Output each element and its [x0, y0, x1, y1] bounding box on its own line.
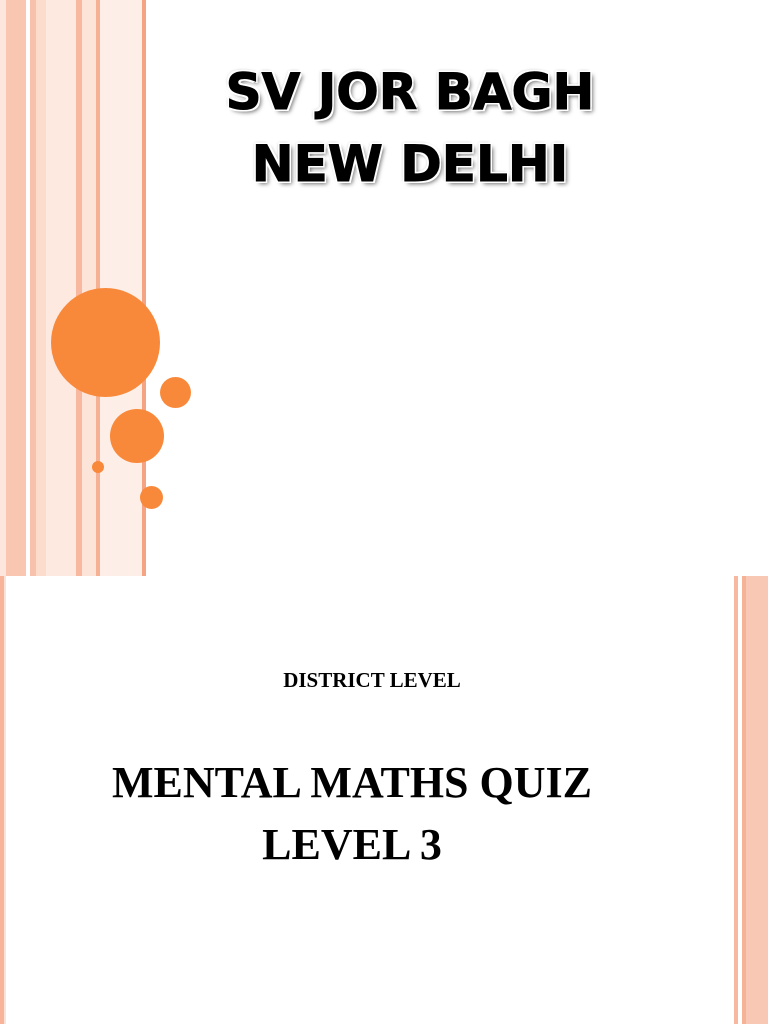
district-level-label: DISTRICT LEVEL [283, 668, 461, 692]
title-line: NEW DELHI [251, 135, 569, 193]
quiz-heading-line: LEVEL 3 [262, 820, 442, 869]
title-line: SV JOR BAGH [225, 63, 595, 121]
decorative-stripe [36, 0, 46, 576]
decorative-circle-small [160, 377, 191, 408]
quiz-heading-line: MENTAL MATHS QUIZ [112, 758, 592, 807]
decorative-stripe [6, 0, 26, 576]
decorative-stripe [46, 0, 76, 576]
decorative-circle-small [140, 486, 163, 509]
decorative-stripe [746, 576, 768, 1024]
decorative-circle-large [51, 288, 160, 397]
decorative-stripe [4, 576, 6, 1024]
quiz-heading [40, 752, 664, 876]
decorative-stripe [82, 0, 96, 576]
school-title [170, 56, 650, 200]
decorative-circle-tiny [92, 461, 104, 473]
decorative-circle-medium [110, 409, 164, 463]
